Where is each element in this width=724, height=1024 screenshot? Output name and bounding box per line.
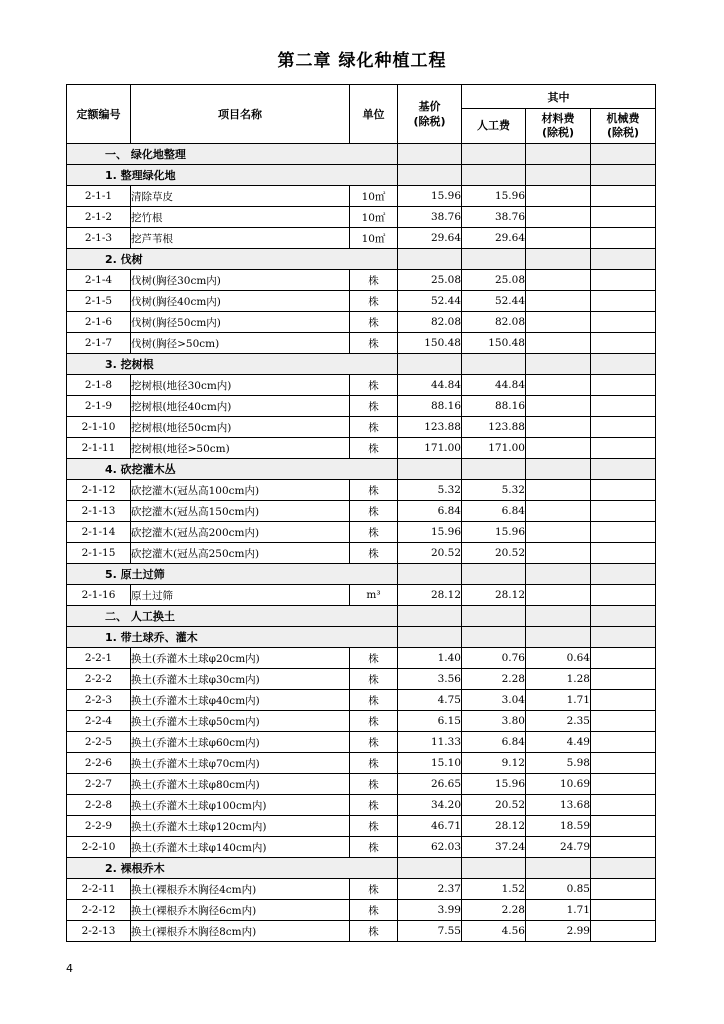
cell-machine: [591, 732, 656, 753]
cell-material: [526, 522, 591, 543]
cell-machine: [591, 669, 656, 690]
section-empty-cell: [591, 459, 656, 480]
cell-unit: 株: [350, 816, 398, 837]
table-row: [67, 270, 656, 291]
cell-machine: [591, 333, 656, 354]
section-empty-cell: [591, 165, 656, 186]
section-empty-cell: [591, 627, 656, 648]
section-empty-cell: [591, 144, 656, 165]
table-row: [67, 207, 656, 228]
cell-machine: [591, 396, 656, 417]
table-row: [67, 480, 656, 501]
section-empty-cell: [398, 627, 462, 648]
section-label: 3. 挖树根: [67, 354, 398, 375]
page-number: 4: [66, 962, 73, 975]
cell-code: 2-2-13: [67, 921, 131, 942]
cell-labor: 2.28: [462, 900, 526, 921]
cell-name: 砍挖灌木(冠丛高150cm内): [131, 501, 350, 522]
cell-labor: 6.84: [462, 732, 526, 753]
cell-code: 2-1-10: [67, 417, 131, 438]
cell-machine: [591, 774, 656, 795]
cell-machine: [591, 228, 656, 249]
cell-unit: 株: [350, 753, 398, 774]
cell-labor: 2.28: [462, 669, 526, 690]
cell-unit: 株: [350, 921, 398, 942]
cell-code: 2-1-11: [67, 438, 131, 459]
section-empty-cell: [462, 249, 526, 270]
cell-machine: [591, 417, 656, 438]
section-empty-cell: [591, 606, 656, 627]
cell-name: 伐树(胸径>50cm): [131, 333, 350, 354]
table-row: [67, 228, 656, 249]
cell-name: 换土(乔灌木土球φ140cm内): [131, 837, 350, 858]
section-label: 5. 原土过筛: [67, 564, 398, 585]
cell-machine: [591, 648, 656, 669]
cell-name: 换土(乔灌木土球φ70cm内): [131, 753, 350, 774]
cell-machine: [591, 522, 656, 543]
cell-material: [526, 417, 591, 438]
cell-name: 原土过筛: [131, 585, 350, 606]
cell-labor: 28.12: [462, 816, 526, 837]
cell-unit: 株: [350, 270, 398, 291]
cell-base-price: 52.44: [398, 291, 462, 312]
section-empty-cell: [462, 354, 526, 375]
section-empty-cell: [462, 858, 526, 879]
cell-name: 挖芦苇根: [131, 228, 350, 249]
cell-code: 2-1-13: [67, 501, 131, 522]
cell-name: 挖树根(地径30cm内): [131, 375, 350, 396]
cell-material: 1.71: [526, 690, 591, 711]
cell-code: 2-2-9: [67, 816, 131, 837]
cell-unit: 10㎡: [350, 228, 398, 249]
cell-material: [526, 438, 591, 459]
cell-material: 1.71: [526, 900, 591, 921]
cell-code: 2-1-12: [67, 480, 131, 501]
header-material: 材料费 (除税): [526, 109, 591, 144]
section-row: [67, 627, 656, 648]
section-empty-cell: [591, 858, 656, 879]
table-row: [67, 816, 656, 837]
section-empty-cell: [462, 627, 526, 648]
cell-material: 13.68: [526, 795, 591, 816]
header-name: 项目名称: [131, 85, 350, 144]
cell-labor: 5.32: [462, 480, 526, 501]
cell-code: 2-1-14: [67, 522, 131, 543]
cell-name: 挖树根(地径50cm内): [131, 417, 350, 438]
cell-base-price: 171.00: [398, 438, 462, 459]
cell-machine: [591, 438, 656, 459]
section-empty-cell: [398, 354, 462, 375]
cell-name: 换土(乔灌木土球φ80cm内): [131, 774, 350, 795]
cell-base-price: 82.08: [398, 312, 462, 333]
cell-material: 2.35: [526, 711, 591, 732]
section-empty-cell: [398, 144, 462, 165]
section-empty-cell: [526, 144, 591, 165]
cell-labor: 15.96: [462, 522, 526, 543]
cell-code: 2-1-15: [67, 543, 131, 564]
cell-labor: 88.16: [462, 396, 526, 417]
cell-machine: [591, 921, 656, 942]
cell-base-price: 34.20: [398, 795, 462, 816]
section-empty-cell: [526, 165, 591, 186]
cell-unit: 10㎡: [350, 207, 398, 228]
table-row: [67, 900, 656, 921]
table-row: [67, 501, 656, 522]
cell-unit: 株: [350, 711, 398, 732]
cell-machine: [591, 711, 656, 732]
cell-base-price: 11.33: [398, 732, 462, 753]
cell-name: 清除草皮: [131, 186, 350, 207]
cell-unit: 株: [350, 774, 398, 795]
cell-unit: 株: [350, 837, 398, 858]
cell-labor: 52.44: [462, 291, 526, 312]
section-empty-cell: [526, 459, 591, 480]
cell-name: 挖树根(地径40cm内): [131, 396, 350, 417]
cell-name: 换土(裸根乔木胸径4cm内): [131, 879, 350, 900]
cell-labor: 15.96: [462, 774, 526, 795]
section-row: [67, 249, 656, 270]
section-empty-cell: [526, 564, 591, 585]
cell-name: 换土(乔灌木土球φ120cm内): [131, 816, 350, 837]
table-row: [67, 186, 656, 207]
cell-machine: [591, 312, 656, 333]
cell-material: 0.64: [526, 648, 591, 669]
table-row: [67, 417, 656, 438]
cell-base-price: 44.84: [398, 375, 462, 396]
cell-machine: [591, 480, 656, 501]
table-row: [67, 879, 656, 900]
table-row: [67, 837, 656, 858]
cell-labor: 3.80: [462, 711, 526, 732]
cell-material: 24.79: [526, 837, 591, 858]
cell-unit: 株: [350, 732, 398, 753]
cell-material: [526, 291, 591, 312]
cell-labor: 38.76: [462, 207, 526, 228]
cell-base-price: 3.56: [398, 669, 462, 690]
cell-base-price: 6.84: [398, 501, 462, 522]
cell-unit: m³: [350, 585, 398, 606]
cell-code: 2-2-2: [67, 669, 131, 690]
section-empty-cell: [591, 564, 656, 585]
cell-material: [526, 333, 591, 354]
cell-unit: 株: [350, 690, 398, 711]
section-empty-cell: [398, 564, 462, 585]
cell-material: 4.49: [526, 732, 591, 753]
cell-base-price: 15.96: [398, 522, 462, 543]
section-empty-cell: [591, 249, 656, 270]
cell-code: 2-1-5: [67, 291, 131, 312]
table-row: [67, 396, 656, 417]
table-body: [67, 144, 656, 942]
cell-material: 1.28: [526, 669, 591, 690]
section-empty-cell: [398, 459, 462, 480]
cell-labor: 82.08: [462, 312, 526, 333]
table-row: [67, 291, 656, 312]
cell-name: 伐树(胸径40cm内): [131, 291, 350, 312]
section-empty-cell: [591, 354, 656, 375]
section-empty-cell: [462, 165, 526, 186]
cell-material: 10.69: [526, 774, 591, 795]
cell-name: 换土(乔灌木土球φ40cm内): [131, 690, 350, 711]
cell-base-price: 28.12: [398, 585, 462, 606]
quota-table: [66, 84, 656, 942]
table-row: [67, 711, 656, 732]
cell-name: 伐树(胸径30cm内): [131, 270, 350, 291]
cell-unit: 株: [350, 900, 398, 921]
cell-base-price: 3.99: [398, 900, 462, 921]
cell-name: 砍挖灌木(冠丛高250cm内): [131, 543, 350, 564]
section-empty-cell: [398, 858, 462, 879]
section-label: 2. 伐树: [67, 249, 398, 270]
cell-unit: 株: [350, 669, 398, 690]
section-empty-cell: [462, 564, 526, 585]
section-row: [67, 564, 656, 585]
cell-labor: 25.08: [462, 270, 526, 291]
table-row: [67, 648, 656, 669]
cell-machine: [591, 795, 656, 816]
cell-material: [526, 543, 591, 564]
cell-name: 换土(裸根乔木胸径8cm内): [131, 921, 350, 942]
cell-machine: [591, 837, 656, 858]
table-row: [67, 333, 656, 354]
section-label: 二、 人工换土: [67, 606, 398, 627]
cell-unit: 株: [350, 522, 398, 543]
cell-code: 2-2-7: [67, 774, 131, 795]
cell-material: 5.98: [526, 753, 591, 774]
cell-name: 伐树(胸径50cm内): [131, 312, 350, 333]
cell-code: 2-1-6: [67, 312, 131, 333]
cell-unit: 株: [350, 417, 398, 438]
section-empty-cell: [526, 627, 591, 648]
cell-labor: 37.24: [462, 837, 526, 858]
cell-labor: 1.52: [462, 879, 526, 900]
cell-machine: [591, 585, 656, 606]
cell-name: 砍挖灌木(冠丛高200cm内): [131, 522, 350, 543]
cell-code: 2-2-10: [67, 837, 131, 858]
cell-machine: [591, 501, 656, 522]
cell-name: 换土(乔灌木土球φ20cm内): [131, 648, 350, 669]
section-empty-cell: [462, 606, 526, 627]
cell-code: 2-1-2: [67, 207, 131, 228]
section-empty-cell: [398, 606, 462, 627]
cell-base-price: 26.65: [398, 774, 462, 795]
cell-material: [526, 375, 591, 396]
cell-base-price: 2.37: [398, 879, 462, 900]
cell-material: 2.99: [526, 921, 591, 942]
cell-machine: [591, 291, 656, 312]
cell-name: 换土(乔灌木土球φ60cm内): [131, 732, 350, 753]
header-machine: 机械费 (除税): [591, 109, 656, 144]
cell-base-price: 15.96: [398, 186, 462, 207]
cell-unit: 株: [350, 795, 398, 816]
cell-labor: 6.84: [462, 501, 526, 522]
cell-material: [526, 228, 591, 249]
cell-unit: 株: [350, 480, 398, 501]
cell-material: 0.85: [526, 879, 591, 900]
cell-base-price: 4.75: [398, 690, 462, 711]
cell-unit: 株: [350, 333, 398, 354]
cell-machine: [591, 270, 656, 291]
table-row: [67, 732, 656, 753]
cell-machine: [591, 207, 656, 228]
table-row: [67, 585, 656, 606]
section-label: 1. 整理绿化地: [67, 165, 398, 186]
header-unit: 单位: [350, 85, 398, 144]
cell-labor: 0.76: [462, 648, 526, 669]
cell-material: [526, 501, 591, 522]
section-row: [67, 459, 656, 480]
page-title: 第二章 绿化种植工程: [277, 51, 447, 71]
cell-labor: 20.52: [462, 543, 526, 564]
cell-material: [526, 312, 591, 333]
table-row: [67, 375, 656, 396]
cell-machine: [591, 816, 656, 837]
cell-base-price: 46.71: [398, 816, 462, 837]
section-empty-cell: [526, 249, 591, 270]
cell-machine: [591, 375, 656, 396]
cell-code: 2-2-1: [67, 648, 131, 669]
cell-labor: 150.48: [462, 333, 526, 354]
cell-base-price: 25.08: [398, 270, 462, 291]
cell-material: [526, 270, 591, 291]
cell-base-price: 123.88: [398, 417, 462, 438]
cell-material: [526, 585, 591, 606]
cell-labor: 4.56: [462, 921, 526, 942]
cell-unit: 株: [350, 438, 398, 459]
cell-code: 2-1-1: [67, 186, 131, 207]
cell-machine: [591, 690, 656, 711]
cell-name: 砍挖灌木(冠丛高100cm内): [131, 480, 350, 501]
cell-code: 2-2-3: [67, 690, 131, 711]
cell-base-price: 62.03: [398, 837, 462, 858]
cell-code: 2-1-4: [67, 270, 131, 291]
header-base-price: 基价 (除税): [398, 85, 462, 144]
cell-code: 2-2-4: [67, 711, 131, 732]
cell-base-price: 1.40: [398, 648, 462, 669]
cell-name: 挖竹根: [131, 207, 350, 228]
cell-code: 2-1-3: [67, 228, 131, 249]
cell-material: [526, 207, 591, 228]
section-label: 2. 裸根乔木: [67, 858, 398, 879]
cell-base-price: 15.10: [398, 753, 462, 774]
section-row: [67, 606, 656, 627]
section-empty-cell: [398, 249, 462, 270]
table-row: [67, 312, 656, 333]
cell-unit: 株: [350, 648, 398, 669]
cell-name: 换土(乔灌木土球φ30cm内): [131, 669, 350, 690]
cell-code: 2-1-9: [67, 396, 131, 417]
cell-machine: [591, 186, 656, 207]
cell-labor: 171.00: [462, 438, 526, 459]
table-row: [67, 795, 656, 816]
cell-material: [526, 396, 591, 417]
cell-labor: 44.84: [462, 375, 526, 396]
section-empty-cell: [526, 606, 591, 627]
cell-unit: 株: [350, 291, 398, 312]
header-code: 定额编号: [67, 85, 131, 144]
cell-machine: [591, 753, 656, 774]
cell-labor: 20.52: [462, 795, 526, 816]
cell-base-price: 6.15: [398, 711, 462, 732]
cell-unit: 株: [350, 375, 398, 396]
table-row: [67, 921, 656, 942]
cell-machine: [591, 543, 656, 564]
section-empty-cell: [462, 144, 526, 165]
cell-name: 换土(裸根乔木胸径6cm内): [131, 900, 350, 921]
cell-unit: 10㎡: [350, 186, 398, 207]
cell-name: 换土(乔灌木土球φ100cm内): [131, 795, 350, 816]
cell-code: 2-2-8: [67, 795, 131, 816]
cell-code: 2-1-16: [67, 585, 131, 606]
table-row: [67, 690, 656, 711]
section-label: 1. 带土球乔、灌木: [67, 627, 398, 648]
cell-name: 换土(乔灌木土球φ50cm内): [131, 711, 350, 732]
cell-code: 2-2-11: [67, 879, 131, 900]
section-row: [67, 165, 656, 186]
cell-material: [526, 480, 591, 501]
cell-name: 挖树根(地径>50cm): [131, 438, 350, 459]
cell-base-price: 20.52: [398, 543, 462, 564]
cell-machine: [591, 879, 656, 900]
section-empty-cell: [526, 354, 591, 375]
cell-unit: 株: [350, 312, 398, 333]
cell-code: 2-2-6: [67, 753, 131, 774]
section-label: 4. 砍挖灌木丛: [67, 459, 398, 480]
cell-labor: 123.88: [462, 417, 526, 438]
cell-material: [526, 186, 591, 207]
cell-unit: 株: [350, 879, 398, 900]
section-row: [67, 858, 656, 879]
cell-code: 2-2-12: [67, 900, 131, 921]
cell-labor: 9.12: [462, 753, 526, 774]
section-row: [67, 144, 656, 165]
section-empty-cell: [526, 858, 591, 879]
table-row: [67, 438, 656, 459]
section-row: [67, 354, 656, 375]
cell-base-price: 38.76: [398, 207, 462, 228]
header-labor: 人工费: [462, 109, 526, 144]
cell-unit: 株: [350, 396, 398, 417]
section-empty-cell: [462, 459, 526, 480]
table-row: [67, 543, 656, 564]
cell-base-price: 150.48: [398, 333, 462, 354]
cell-base-price: 5.32: [398, 480, 462, 501]
cell-code: 2-1-7: [67, 333, 131, 354]
cell-labor: 28.12: [462, 585, 526, 606]
cell-labor: 15.96: [462, 186, 526, 207]
section-label: 一、 绿化地整理: [67, 144, 398, 165]
cell-material: 18.59: [526, 816, 591, 837]
table-row: [67, 774, 656, 795]
cell-code: 2-2-5: [67, 732, 131, 753]
cell-base-price: 29.64: [398, 228, 462, 249]
cell-labor: 3.04: [462, 690, 526, 711]
header-of-which: 其中: [462, 85, 656, 109]
cell-base-price: 7.55: [398, 921, 462, 942]
table-row: [67, 669, 656, 690]
cell-base-price: 88.16: [398, 396, 462, 417]
table-row: [67, 753, 656, 774]
cell-machine: [591, 900, 656, 921]
cell-unit: 株: [350, 543, 398, 564]
section-empty-cell: [398, 165, 462, 186]
table-row: [67, 522, 656, 543]
cell-code: 2-1-8: [67, 375, 131, 396]
cell-labor: 29.64: [462, 228, 526, 249]
cell-unit: 株: [350, 501, 398, 522]
